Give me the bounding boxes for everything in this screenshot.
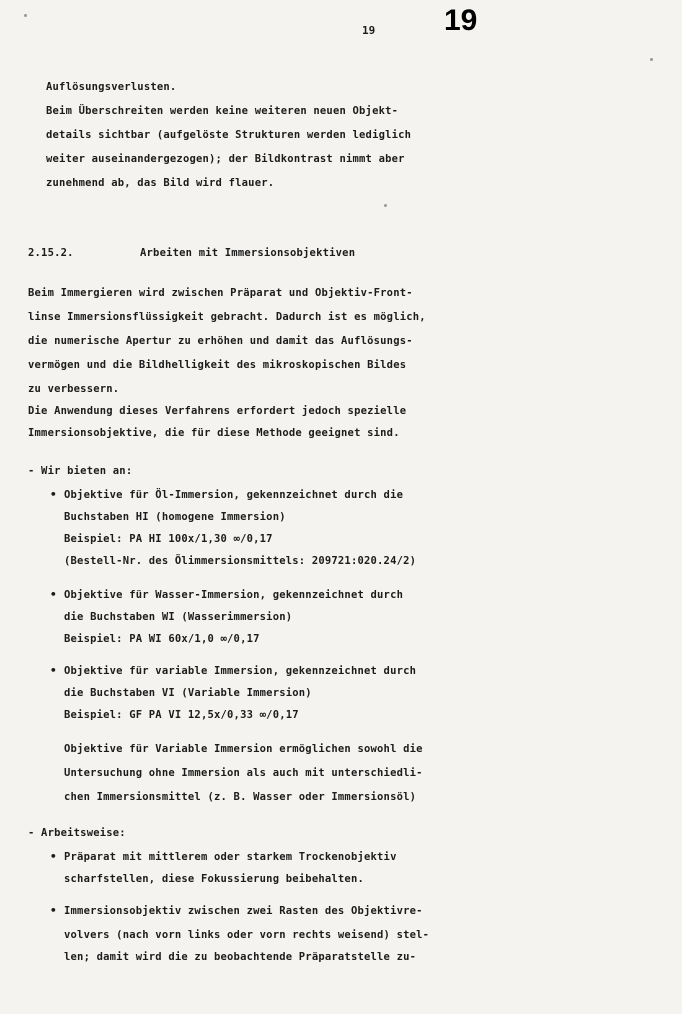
para1-line-1: Auflösungsverlusten. bbox=[46, 81, 177, 93]
offer-item-2-line-3: Beispiel: PA WI 60x/1,0 ∞/0,17 bbox=[64, 633, 260, 645]
para1-line-4: weiter auseinandergezogen); der Bildkontrast nimmt aber bbox=[46, 153, 405, 165]
scan-speck bbox=[650, 58, 653, 61]
section-number: 2.15.2. bbox=[28, 247, 74, 259]
work-heading: - Arbeitsweise: bbox=[28, 827, 126, 839]
bullet-marker: • bbox=[50, 588, 57, 601]
work-item-2-line-1: Immersionsobjektiv zwischen zwei Rasten des Objektivre- bbox=[64, 905, 423, 917]
para2-line-6: Die Anwendung dieses Verfahrens erfordert jedoch spezielle bbox=[28, 405, 407, 417]
offer-item-3-line-2: die Buchstaben VI (Variable Immersion) bbox=[64, 687, 312, 699]
offer-item-3-line-3: Beispiel: GF PA VI 12,5x/0,33 ∞/0,17 bbox=[64, 709, 299, 721]
scan-speck bbox=[24, 14, 27, 17]
offer-item-1-line-1: Objektive für Öl-Immersion, gekennzeichnet durch die bbox=[64, 489, 404, 501]
offer-item-2-line-2: die Buchstaben WI (Wasserimmersion) bbox=[64, 611, 293, 623]
work-item-2-line-2: volvers (nach vorn links oder vorn rechts weisend) stel- bbox=[64, 929, 430, 941]
page-number-typed: 19 bbox=[362, 24, 376, 37]
para2-line-7: Immersionsobjektive, die für diese Methode geeignet sind. bbox=[28, 427, 400, 439]
bullet-marker: • bbox=[50, 904, 57, 917]
bullet-marker: • bbox=[50, 488, 57, 501]
para2-line-5: zu verbessern. bbox=[28, 383, 120, 395]
page-number-annotation: 19 bbox=[444, 4, 478, 37]
para1-line-5: zunehmend ab, das Bild wird flauer. bbox=[46, 177, 275, 189]
bullet-marker: • bbox=[50, 850, 57, 863]
scan-speck bbox=[384, 204, 387, 207]
work-item-1-line-2: scharfstellen, diese Fokussierung beibehalten. bbox=[64, 873, 364, 885]
offer-item-1-line-2: Buchstaben HI (homogene Immersion) bbox=[64, 511, 286, 523]
para2-line-2: linse Immersionsflüssigkeit gebracht. Dadurch ist es möglich, bbox=[28, 311, 426, 323]
offer-note-line-2: Untersuchung ohne Immersion als auch mit unterschiedli- bbox=[64, 767, 423, 779]
offer-item-2-line-1: Objektive für Wasser-Immersion, gekennzeichnet durch bbox=[64, 589, 404, 601]
section-title: Arbeiten mit Immersionsobjektiven bbox=[140, 247, 356, 259]
offer-note-line-3: chen Immersionsmittel (z. B. Wasser oder Immersionsöl) bbox=[64, 791, 417, 803]
offer-heading: - Wir bieten an: bbox=[28, 465, 133, 477]
para2-line-3: die numerische Apertur zu erhöhen und damit das Auflösungs- bbox=[28, 335, 413, 347]
offer-note-line-1: Objektive für Variable Immersion ermöglichen sowohl die bbox=[64, 743, 423, 755]
offer-item-3-line-1: Objektive für variable Immersion, gekennzeichnet durch bbox=[64, 665, 417, 677]
para1-line-2: Beim Überschreiten werden keine weiteren neuen Objekt- bbox=[46, 105, 399, 117]
work-item-2-line-3: len; damit wird die zu beobachtende Präparatstelle zu- bbox=[64, 951, 417, 963]
work-item-1-line-1: Präparat mit mittlerem oder starkem Trockenobjektiv bbox=[64, 851, 397, 863]
offer-item-1-line-3: Beispiel: PA HI 100x/1,30 ∞/0,17 bbox=[64, 533, 273, 545]
bullet-marker: • bbox=[50, 664, 57, 677]
para2-line-1: Beim Immergieren wird zwischen Präparat und Objektiv-Front- bbox=[28, 287, 413, 299]
para2-line-4: vermögen und die Bildhelligkeit des mikroskopischen Bildes bbox=[28, 359, 407, 371]
para1-line-3: details sichtbar (aufgelöste Strukturen werden lediglich bbox=[46, 129, 412, 141]
offer-item-1-line-4: (Bestell-Nr. des Ölimmersionsmittels: 209721:020.24/2) bbox=[64, 555, 417, 567]
